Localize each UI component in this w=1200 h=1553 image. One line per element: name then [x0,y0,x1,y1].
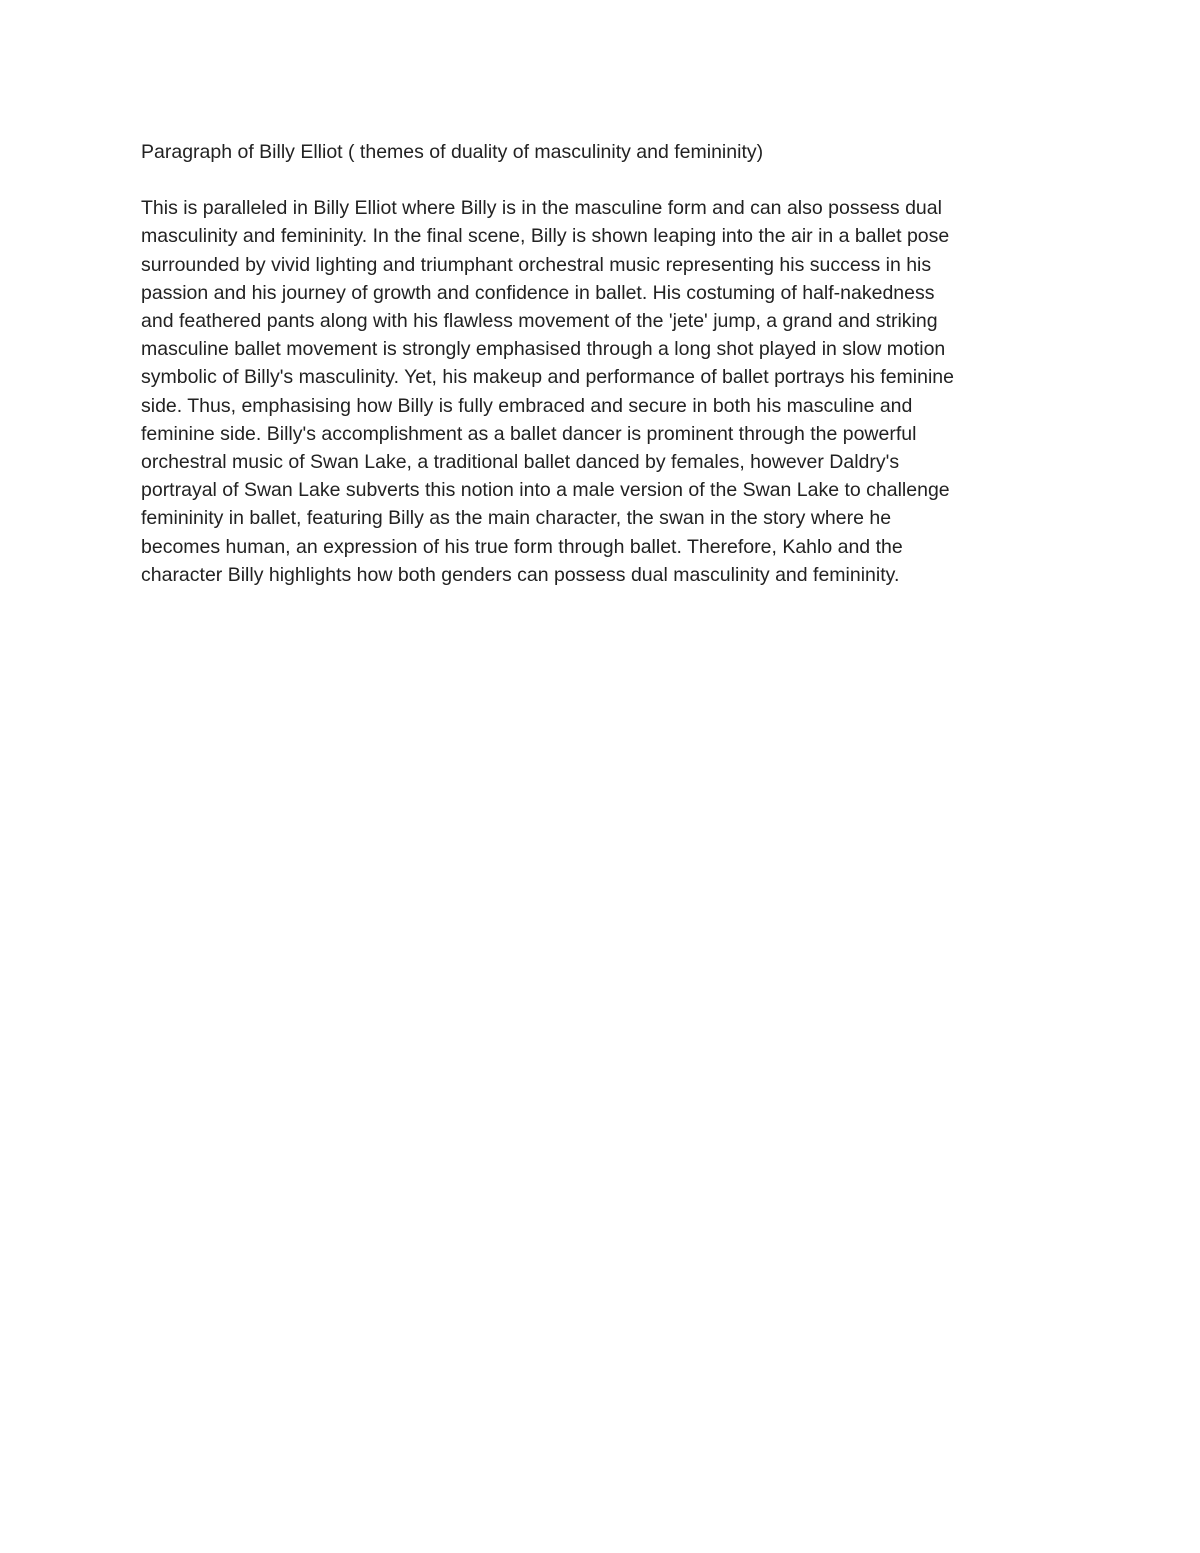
paragraph-line: and feathered pants along with his flawless movement of the 'jete' jump, a grand and striking [141,310,938,333]
paragraph-line: masculinity and femininity. In the final scene, Billy is shown leaping into the air in a ballet pose [141,225,950,248]
paragraph-line: character Billy highlights how both genders can possess dual masculinity and femininity. [141,563,900,586]
paragraph-line: becomes human, an expression of his true form through ballet. Therefore, Kahlo and the [141,535,903,558]
paragraph-line: femininity in ballet, featuring Billy as the main character, the swan in the story where he [141,507,892,530]
document-title: Paragraph of Billy Elliot ( themes of duality of masculinity and femininity) [141,141,764,163]
paragraph-line: surrounded by vivid lighting and triumphant orchestral music representing his success in his [141,253,932,276]
paragraph-line: passion and his journey of growth and confidence in ballet. His costuming of half-nakedness [141,281,935,304]
document-content [141,138,1046,589]
paragraph-line: symbolic of Billy's masculinity. Yet, his makeup and performance of ballet portrays his feminine [141,366,954,389]
paragraph-line: orchestral music of Swan Lake, a traditional ballet danced by females, however Daldry's [141,451,900,474]
paragraph-line: portrayal of Swan Lake subverts this notion into a male version of the Swan Lake to challenge [141,479,950,502]
paragraph-line: feminine side. Billy's accomplishment as a ballet dancer is prominent through the powerful [141,422,917,445]
paragraph-line: side. Thus, emphasising how Billy is fully embraced and secure in both his masculine and [141,394,913,417]
body-paragraph [141,194,1046,589]
paragraph-line: masculine ballet movement is strongly emphasised through a long shot played in slow motion [141,338,946,361]
paragraph-line: This is paralleled in Billy Elliot where Billy is in the masculine form and can also possess dual [141,197,942,220]
